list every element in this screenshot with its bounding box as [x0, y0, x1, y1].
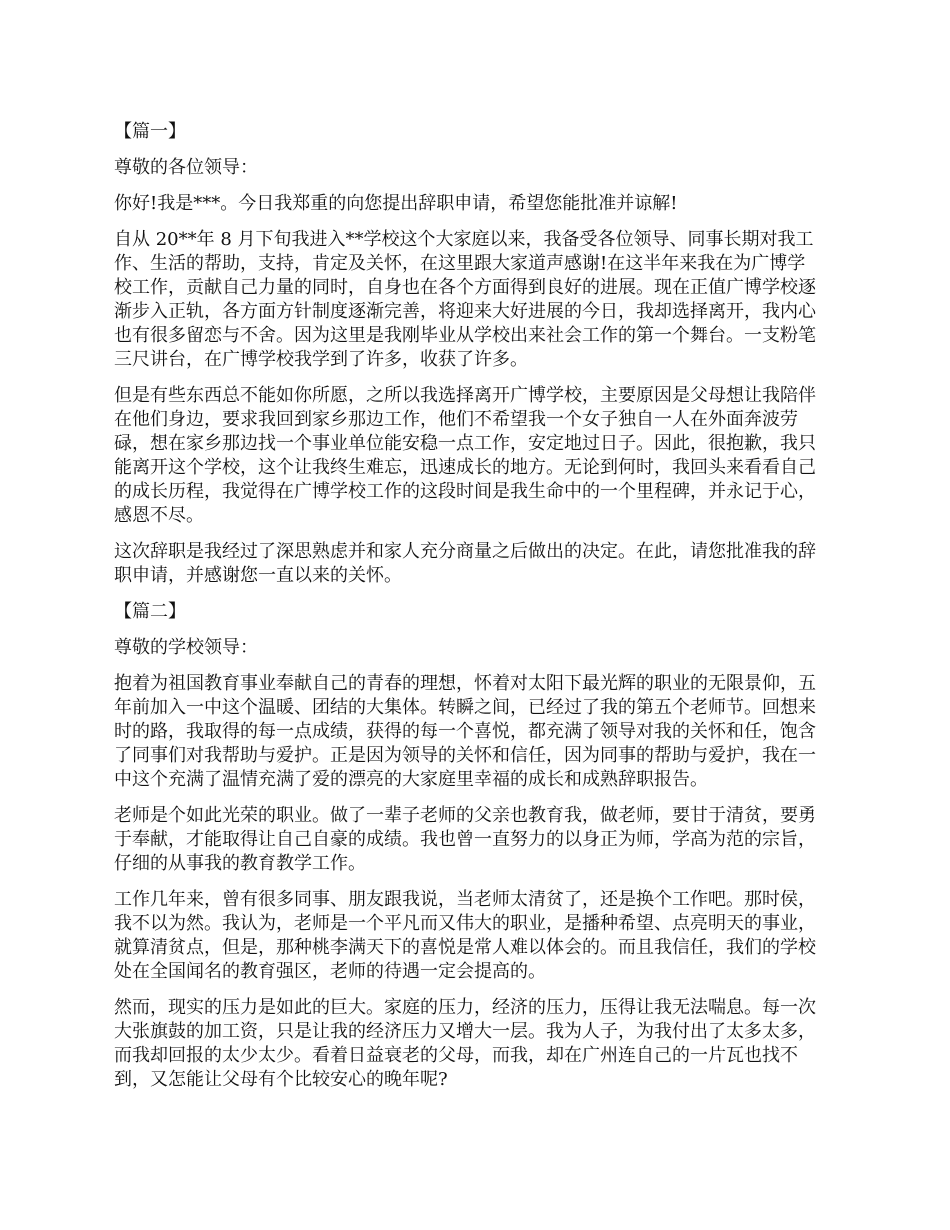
section-heading-2: 【篇二】 [114, 601, 186, 622]
paragraph: 你好!我是***。今日我郑重的向您提出辞职申请，希望您能批准并谅解! [114, 193, 678, 214]
paragraph: 然而，现实的压力是如此的巨大。家庭的压力，经济的压力，压得让我无法喘息。每一次 大张旗鼓的加工资，只是让我的经济压力又增大一层。我为人子，为我付出了太多太多， 而我却回报的太少太少。看着日益衰老的父母，而我，却在广州连自己的一片瓦也找不 到，又怎能让父母有个比较安心的晚年呢? [114, 997, 816, 1090]
paragraph: 但是有些东西总不能如你所愿，之所以我选择离开广博学校，主要原因是父母想让我陪伴 在他们身边，要求我回到家乡那边工作，他们不希望我一个女子独自一人在外面奔波劳 碌，想在家乡那边找一个事业单位能安稳一点工作，安定地过日子。因此，很抱歉，我只 能离开这个学校，这个让我终生难忘，迅速成长的地方。无论到何时，我回头来看看自己 的成长历程，我觉得在广博学校工作的这段时间是我生命中的一个里程碑，并永记于心， 感恩不尽。 [114, 385, 816, 526]
section-heading-1: 【篇一】 [114, 121, 186, 142]
paragraph: 老师是个如此光荣的职业。做了一辈子老师的父亲也教育我，做老师，要甘于清贫，要勇 于奉献，才能取得让自己自豪的成绩。我也曾一直努力的以身正为师，学高为范的宗旨， 仔细的从事我的教育教学工作。 [114, 805, 816, 874]
paragraph: 自从 20**年 8 月下旬我进入**学校这个大家庭以来，我备受各位领导、同事长期对我工 作、生活的帮助，支持，肯定及关怀，在这里跟大家道声感谢!在这半年来我在为广博学 校工作，贡献自己力量的同时，自身也在各个方面得到良好的进展。现在正值广博学校逐 渐步入正轨，各方面方针制度逐渐完善，将迎来大好进展的今日，我却选择离开，我内心 也有很多留恋与不舍。因为这里是我刚毕业从学校出来社会工作的第一个舞台。一支粉笔 三尺讲台，在广博学校我学到了许多，收获了许多。 [114, 229, 816, 370]
salutation-1: 尊敬的各位领导： [114, 157, 258, 178]
paragraph: 抱着为祖国教育事业奉献自己的青春的理想，怀着对太阳下最光辉的职业的无限景仰，五 年前加入一中这个温暖、团结的大集体。转瞬之间，已经过了我的第五个老师节。回想来 时的路，我取得的每一点成绩，获得的每一个喜悦，都充满了领导对我的关怀和任，饱含 了同事们对我帮助与爱护。正是因为领导的关怀和信任，因为同事的帮助与爱护，我在一 中这个充满了温情充满了爱的漂亮的大家庭里幸福的成长和成熟辞职报告。 [114, 673, 816, 790]
paragraph: 工作几年来，曾有很多同事、朋友跟我说，当老师太清贫了，还是换个工作吧。那时侯， 我不以为然。我认为，老师是一个平凡而又伟大的职业，是播种希望、点亮明天的事业， 就算清贫点，但是，那种桃李满天下的喜悦是常人难以体会的。而且我信任，我们的学校 处在全国闻名的教育强区，老师的待遇一定会提高的。 [114, 889, 816, 982]
salutation-2: 尊敬的学校领导： [114, 637, 258, 658]
document-page [114, 120, 842, 1104]
paragraph: 这次辞职是我经过了深思熟虑并和家人充分商量之后做出的决定。在此，请您批准我的辞 职申请，并感谢您一直以来的关怀。 [114, 541, 816, 586]
